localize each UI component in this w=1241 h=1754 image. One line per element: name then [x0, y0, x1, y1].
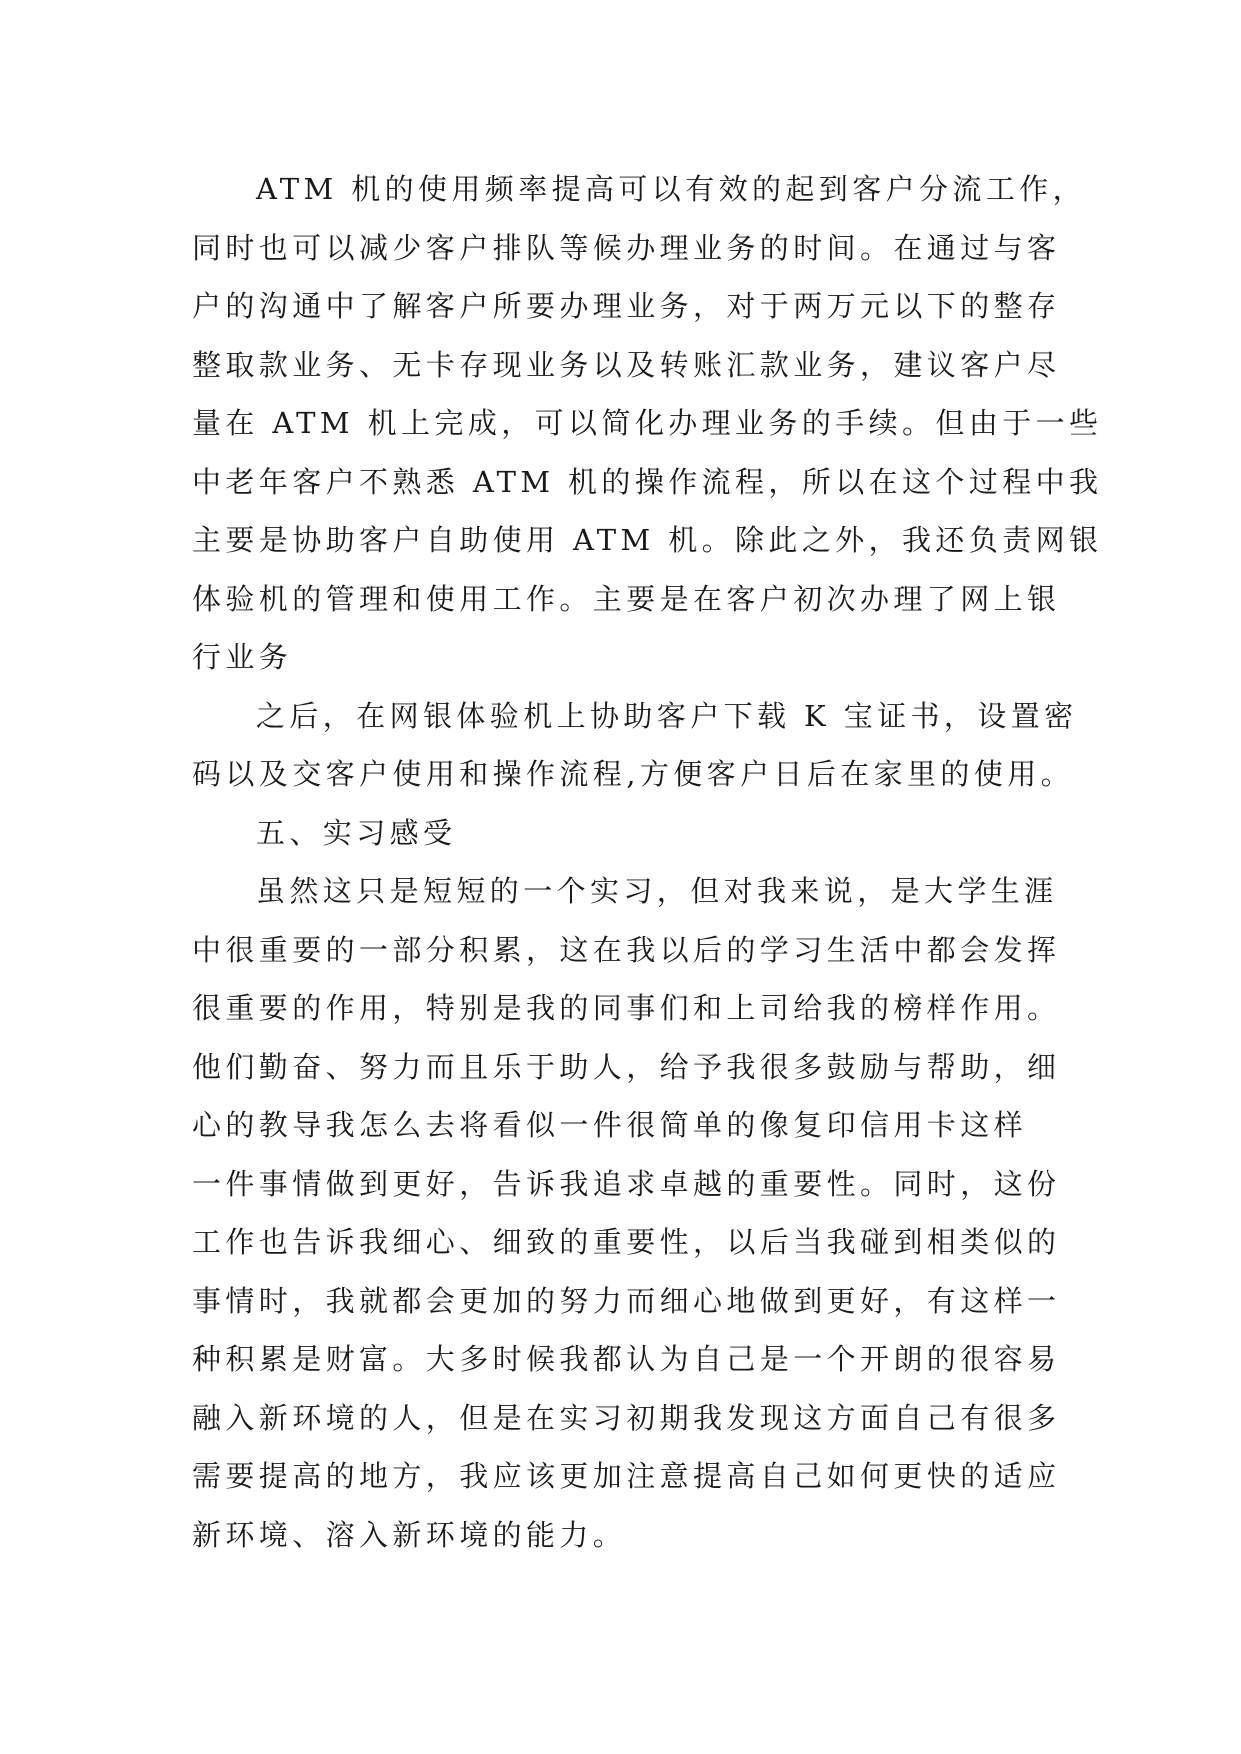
text-line: 量在 ATM 机上完成，可以简化办理业务的手续。但由于一些	[192, 406, 1103, 440]
text-line: 户的沟通中了解客户所要办理业务，对于两万元以下的整存	[192, 289, 1061, 323]
text-line: 新环境、溶入新环境的能力。	[192, 1517, 627, 1552]
text-line: 中很重要的一部分积累，这在我以后的学习生活中都会发挥	[192, 932, 1061, 967]
text-line: 融入新环境的人，但是在实习初期我发现这方面自己有很多	[192, 1400, 1061, 1435]
text-line: 同时也可以减少客户排队等候办理业务的时间。在通过与客	[192, 230, 1061, 265]
text-line: 他们勤奋、努力而且乐于助人，给予我很多鼓励与帮助，细	[192, 1049, 1061, 1084]
text-line: 种积累是财富。大多时候我都认为自己是一个开朗的很容易	[192, 1342, 1061, 1376]
body-text	[192, 160, 1103, 1564]
text-line: 心的教导我怎么去将看似一件很简单的像复印信用卡这样	[192, 1108, 1028, 1142]
text-line: 整取款业务、无卡存现业务以及转账汇款业务，建议客户尽	[192, 347, 1061, 382]
text-line: 一件事情做到更好，告诉我追求卓越的重要性。同时，这份	[192, 1166, 1061, 1201]
text-line: 行业务	[192, 640, 293, 674]
text-line: 主要是协助客户自助使用 ATM 机。除此之外，我还负责网银	[192, 523, 1103, 557]
text-line: 很重要的作用，特别是我的同事们和上司给我的榜样作用。	[192, 991, 1061, 1025]
text-line: 工作也告诉我细心、细致的重要性，以后当我碰到相类似的	[192, 1225, 1061, 1259]
text-line: 事情时，我就都会更加的努力而细心地做到更好，有这样一	[192, 1283, 1061, 1318]
text-line: 中老年客户不熟悉 ATM 机的操作流程，所以在这个过程中我	[192, 464, 1103, 499]
text-line: 需要提高的地方，我应该更加注意提高自己如何更快的适应	[192, 1459, 1061, 1493]
text-line: 虽然这只是短短的一个实习，但对我来说，是大学生涯	[256, 874, 1058, 908]
text-line: 体验机的管理和使用工作。主要是在客户初次办理了网上银	[192, 581, 1061, 616]
text-line: 之后，在网银体验机上协助客户下载 K 宝证书，设置密	[256, 698, 1078, 733]
text-line: ATM 机的使用频率提高可以有效的起到客户分流工作，	[256, 172, 1087, 206]
text-line: 码以及交客户使用和操作流程,方便客户日后在家里的使用。	[192, 757, 1075, 791]
section-heading: 五、实习感受	[256, 815, 457, 850]
